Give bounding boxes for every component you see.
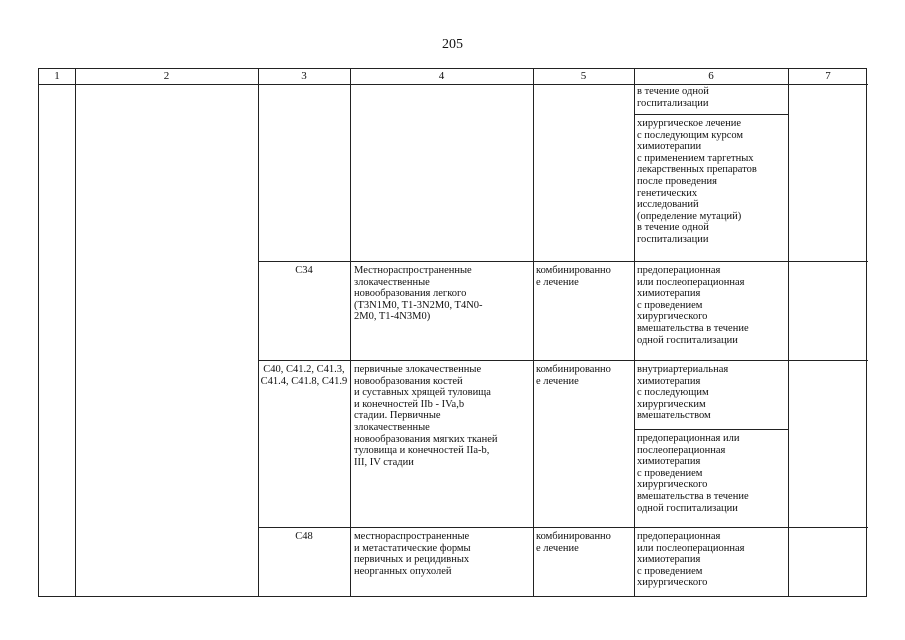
column-divider xyxy=(75,69,76,596)
row-diagnosis: местнораспространенные и метастатические формы первичных и рецидивных неорганных опухолей xyxy=(354,531,471,577)
row-method: предоперационная или послеоперационная химиотерапия с проведением хирургического xyxy=(637,531,745,589)
column-divider xyxy=(634,69,635,596)
header-divider xyxy=(39,84,868,85)
method-continued-2: хирургическое лечение с последующим курсом химиотерапии с применением таргетных лекарственных препаратов после проведения генетических исследований (определение мутаций) в течение одной госпитализации xyxy=(637,118,757,245)
row-diagnosis: Местнораспространенные злокачественные новообразования легкого (T3N1M0, T1-3N2M0, T4N0- 2M0, T1-4N3M0) xyxy=(354,265,483,323)
column-divider xyxy=(258,69,259,596)
column-header-4: 4 xyxy=(438,70,445,82)
column-header-2: 2 xyxy=(163,70,170,82)
row-method-2: предоперационная или послеоперационная химиотерапия с проведением хирургического вмешательства в течение одной госпитализации xyxy=(637,433,749,514)
medical-care-table xyxy=(38,68,867,597)
column-header-7: 7 xyxy=(825,70,831,82)
column-header-5: 5 xyxy=(580,70,587,82)
column-header-1: 1 xyxy=(54,70,60,82)
method-divider xyxy=(634,429,788,430)
column-header-3: 3 xyxy=(301,70,307,82)
row-divider xyxy=(258,261,868,262)
row-divider xyxy=(258,527,868,528)
method-divider xyxy=(634,114,788,115)
row-treatment-type: комбинированно е лечение xyxy=(536,531,611,554)
column-divider xyxy=(533,69,534,596)
row-diagnosis: первичные злокачественные новообразования костей и суставных хрящей туловища и конечностей IIb - IVa,b стадии. Первичные злокачественные новообразования мягких тканей туловища и конечностей IIa-b, III, IV стадии xyxy=(354,364,498,468)
method-continued-1: в течение одной госпитализации xyxy=(637,86,709,109)
column-divider xyxy=(788,69,789,596)
row-treatment-type: комбинированно е лечение xyxy=(536,265,611,288)
column-header-6: 6 xyxy=(708,70,714,82)
row-code: C48 xyxy=(295,531,313,542)
row-method-1: внутриартериальная химиотерапия с последующим хирургическим вмешательством xyxy=(637,364,729,422)
row-code: C34 xyxy=(295,265,313,276)
row-treatment-type: комбинированно е лечение xyxy=(536,364,611,387)
page-number: 205 xyxy=(442,37,463,52)
column-divider xyxy=(350,69,351,596)
row-method: предоперационная или послеоперационная химиотерапия с проведением хирургического вмешательства в течение одной госпитализации xyxy=(637,265,749,346)
row-divider xyxy=(258,360,868,361)
row-code: C40, C41.2, C41.3, C41.4, C41.8, C41.9 xyxy=(260,364,348,387)
